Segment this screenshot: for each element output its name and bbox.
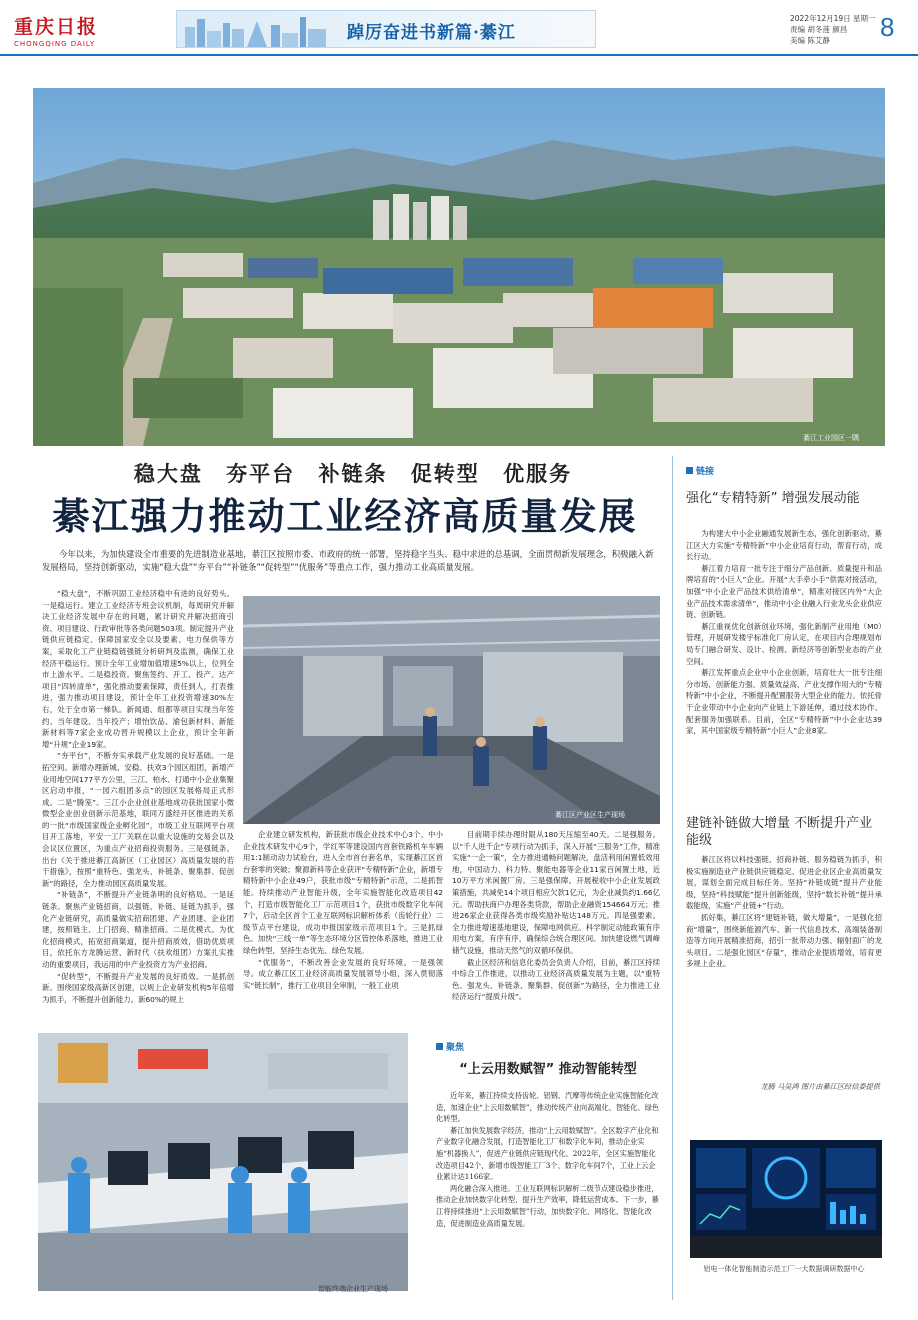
logo-chinese: 重庆日报 [14, 16, 99, 38]
side-article-2-title[interactable]: 建链补链做大增量 不断提升产业能级 [686, 815, 876, 849]
issue-meta [790, 13, 876, 46]
workshop-image [243, 596, 660, 824]
bottom-photo-caption: 智能终端企业生产现场 [318, 1285, 388, 1293]
column-c-paragraph: 截止区经济和信息化委员会负责人介绍，目前，綦江区持续中综合工作推进，以推动工业经济高质量发展为主题，以“重特色、强龙头、补链条、聚集群、促创新”为路径，全力推进工业经济运行“提质升级”。 [452, 957, 660, 1002]
lede-paragraph: 今年以来，为加快建设全市重要的先进制造业基地，綦江区按照市委、市政府的统一部署，坚持稳字当头、稳中求进的总基调，全面贯彻新发展理念，积极融入新发展格局，坚持创新驱动，实施“稳大盘”“夯平台”“补链条”“促转型”“优服务”等重点工作，强力推动工业高质量发展。 [42, 549, 654, 572]
square-icon [436, 1043, 443, 1050]
side-1-paragraph: 綦江重视优化创新创业环境，强化新制产业用地（M0）管理，开展研发楼宇标准化厂房认定，在项目内合理规划布局专门融合研发、设计、检测、新经济等创新型业态的产业空间。 [686, 621, 882, 666]
article-column-c [452, 829, 660, 1027]
side-article-2-body [686, 854, 882, 1074]
newspaper-logo[interactable] [14, 12, 124, 46]
column-a-paragraph: “促转型”，不断提升产业发展的良好质效。一是抓创新。围绕国家级高新区创建，以规上企业研发机构5年倍增为抓手，不断提升创新能力。新60%的规上 [42, 971, 234, 1004]
side-1-paragraph: 綦江着力培育一批专注于细分产品创新、质量提升和品牌培育的“小巨人”企业。开展“大手牵小手”供需对接活动，加强“中小企业产品技术供给清单”，精准对接区内外“大企业产品技术需求清单”，推动中小企业融入行业龙头企业供应链、创新链。 [686, 563, 882, 620]
side-2-paragraph: 抓好集，綦江区将“建链补链，做大增量”，一是强化招商“增量”，围绕新能源汽车、新一代信息技术、高端装备制造等方向开展精准招商，招引一批带动力强、辐射面广的龙头项目。二是强化园区“存量”，推动企业提质增效，培育更多规上企业。 [686, 912, 882, 969]
smart-terminal-production-photo[interactable] [38, 1033, 408, 1291]
banner-title: 踔厉奋进书新篇·綦江 [347, 23, 516, 43]
industrial-park-photo[interactable] [33, 88, 885, 446]
issue-date: 2022年12月19日 星期一 [790, 14, 876, 23]
skyline-icon [181, 13, 331, 47]
article-column-b [243, 829, 443, 1055]
column-a-paragraph: “夯平台”，不断夯实承载产业发展的良好基础。一是拓空间。新增办理新城、安稳、扶欢3个园区组团，新增产业用地空间177平方公里，三江、柏水、打通中小企业集聚区启动申报，“一园六组团多点”的园区发展格局正式形成。二是“腾笼”。三江小企业创业基地成功获批国家小微微型企业创业创新示范基地，联同万盛经开区推进的关系的一批“市级国家级企业孵化园”，市级工业互联网平台项目开工落地，平安一工厂关联在以重大设施的交易会以及会议区位置区，为重点产业招商投资服务。三是强链条。出台《关于推进綦江高新区（工业园区）高质量发展的若干措施》，按照“重特色、强龙头、补链条、聚集群、促创新”的路径，全力推动园区高质量发展。 [42, 751, 234, 888]
factory-workshop-photo[interactable] [243, 596, 660, 824]
designer-line: 美编 陈艾静 [790, 36, 830, 45]
link-tag-label: 链接 [696, 467, 715, 477]
link-tag [686, 464, 714, 477]
data-center-screen-photo[interactable] [690, 1140, 882, 1258]
focus-paragraph: 綦江加快发展数字经济，推动“上云用数赋智”。全区数字产业化和产业数字化融合发展，打造智能化工厂和数字化车间，推动企业实施“机器换人”，促进产业链供应链现代化。2022年，全区实施智能化改造项目42个，新增市级智能工厂3个、数字化车间7个，工业上云企业累计达1166家。 [436, 1125, 659, 1182]
logo-english: CHONGQING DAILY [14, 40, 96, 48]
editor-line: 责编 胡冬莲 颜昌 [790, 25, 848, 34]
top-photo-caption: 綦江工业园区一隅 [803, 434, 859, 442]
column-a-paragraph: “补链条”，不断提升产业链条明的良好格局。一是延链条。聚焦产业链招商，以强链、补链、延链为抓手，强化产业链研究，高质量做实招商团建、产业团建、企业团建，按照链主、上门招商、精准招商。二是优模式。为优化招商模式，拓宽招商渠道，提升招商质效，借助优质项目，依托东方龙腾运营、新时代（扶欢组团）方案扎实推动的重要项目，我运用的中产业投资方为产业招商。 [42, 890, 234, 969]
page-number: 8 [880, 12, 895, 42]
column-c-paragraph: 目前期手续办理时限从180天压缩至40天。二是强服务。以“千人进千企”专项行动为抓手，深入开展“三服务”工作，精准实施“一企一策”，全力推进通畅问题解决，盘活利用闲置低效用地，中国动力、科力特、聚能电器等企业11家百闲置土地，近10万平方米闲置厂房。三是强保障。开展税收中小企业发展政策措施，共减免14个项目相应欠款1亿元，为企业减负约1.66亿元。帮助扶商户办理各类贷款，帮助企业融资154664万元；推进26家企业获得各类市级奖励补贴达148万元。四是强要素。全力推进增速基地建设，保障电网供应。科学制定动能政策有序用电方案，有序有序，确保综合统合理区间。加快建设燃气调峰储气设施，推动天然气的双循环保供。 [452, 830, 660, 955]
dashboard-image [690, 1140, 882, 1258]
subheadline: 稳大盘 夯平台 补链条 促转型 优服务 [133, 462, 573, 486]
column-divider [672, 456, 673, 1300]
byline: 龙腾 马昊鸿 图片由綦江区经信委提供 [760, 1082, 880, 1091]
main-headline[interactable]: 綦江强力推动工业经济高质量发展 [52, 494, 638, 538]
column-banner [176, 10, 596, 48]
aerial-view-image [33, 88, 885, 446]
masthead [0, 0, 918, 56]
focus-tag-label: 聚焦 [446, 1043, 465, 1053]
square-icon [686, 467, 693, 474]
screen-photo-caption: 铝电一体化智能制造示范工厂一大数据调研数据中心 [703, 1265, 865, 1273]
side-1-paragraph: 为构建大中小企业融通发展新生态，强化创新驱动，綦江区大力实施“专精特新”中小企业培育行动，帮育行动，成长行动。 [686, 529, 882, 562]
focus-tag [436, 1040, 464, 1053]
mid-photo-caption: 綦江区产业区生产现场 [555, 811, 625, 819]
side-article-1-title[interactable]: 强化“专精特新” 增强发展动能 [686, 491, 860, 506]
focus-paragraph: 近年来，綦江持续支持齿轮、铝钢、汽摩等传统企业实施智能化改造，加速企业“上云用数赋智”，推动传统产业向高端化、智能化、绿色化转型。 [436, 1091, 659, 1124]
production-line-image [38, 1033, 408, 1291]
focus-title[interactable]: “上云用数赋智” 推动智能转型 [459, 1062, 637, 1077]
focus-paragraph: 两化融合深入推进。工业互联网标识解析二级节点建设稳步推进，推动企业加快数字化转型，提升生产效率，降低运营成本。下一步，綦江将持续推进“上云用数赋智”行动，加快数字化、网络化、智能化改造，促进制造业高质量发展。 [436, 1183, 659, 1228]
column-b-paragraph: 企业建立研发机构，新获批市级企业技术中心3个、中小企业技术研发中心9个，学红军等建设国内首套铁路机车车辆用1:1制动动力试验台，进入全市首台套名单，实现綦江区首台套零的突破；聚源新科等企业获评“专精特新”企业，新增专精特新中小企业49户，获批市级“专精特新”示范，二是抓智能。持续推动产业智能升级，全年实施智能化改造项目42个，打造市级智能化工厂示范项目1个，获批市级数字化车间7个，启动全区首个工业互联网标识解析体系（齿轮行业）二级节点平台建设，成功申报国家级示范项目1个。三是抓绿色。加快“三线一单”等生态环境分区管控体系落地，推进工业绿色转型，坚持生态优先、绿色发展。 [243, 830, 443, 955]
column-a-paragraph: “稳大盘”，不断巩固工业经济稳中有进的良好势头。一是稳运行。建立工业经济专班会议机制，每周研究并解决工业经济发展中存在的问题，累计研究并解决招商引资、项目建设、行政审批等各类问题503项。制定提升产业链供应链稳定、保障国家安全以及要素、电力保供等方案，采取化工产业链稳链强链分析研判及监测，确保工业经济平稳运行。预计全年工业增加值增速5%以上，位列全市上游水平。二是稳投资。聚焦签约、开工、投产、达产项目“四转清单”，强化推动要素保障，责任到人，打表推进，强力推动项目建设，预计全年工业投资增速30%左右，处于全市第一梯队。新闻通、组都等项目实现当年签约、当年建设、当年投产；增怡饮品、渝包新材料、新能新材料等7家企业成功晋升规模以上企业，预计全年新增“升规”企业19家。 [42, 589, 234, 749]
column-b-paragraph: “优服务”，不断改善企业发展的良好环境。一是强领导。成立綦江区工业经济高质量发展领导小组，深入贯彻落实“链长制”，推行工业项目全审制，一般工业项 [243, 957, 443, 990]
side-2-paragraph: 綦江区将以科技强链、招商补链、服务稳链为抓手，积极实施制造业产业链供应链稳定、促进企业区企业高质量发展，谋划全面完成目标任务。坚持“补链成链”提升产业能级，坚持“科技赋能”提升创新能级，坚持“数长补链”提升承载能级，实施“产业链+”行动。 [686, 855, 882, 911]
focus-body [436, 1090, 662, 1286]
side-1-paragraph: 綦江发挥重点企业中小企业创新，培育壮大一批专注细分市场、创新能力强、质量效益高、产业支撑作用大的“专精特新”中小企业，不断提升配置服务大型企业的能力。依托骨干企业带动中小企业向产业链上下游延伸，通过技术协作、配套服务加强联系。目前，全区“专精特新”中小企业达39家，其中国家级专精特新“小巨人”企业8家。 [686, 668, 882, 736]
